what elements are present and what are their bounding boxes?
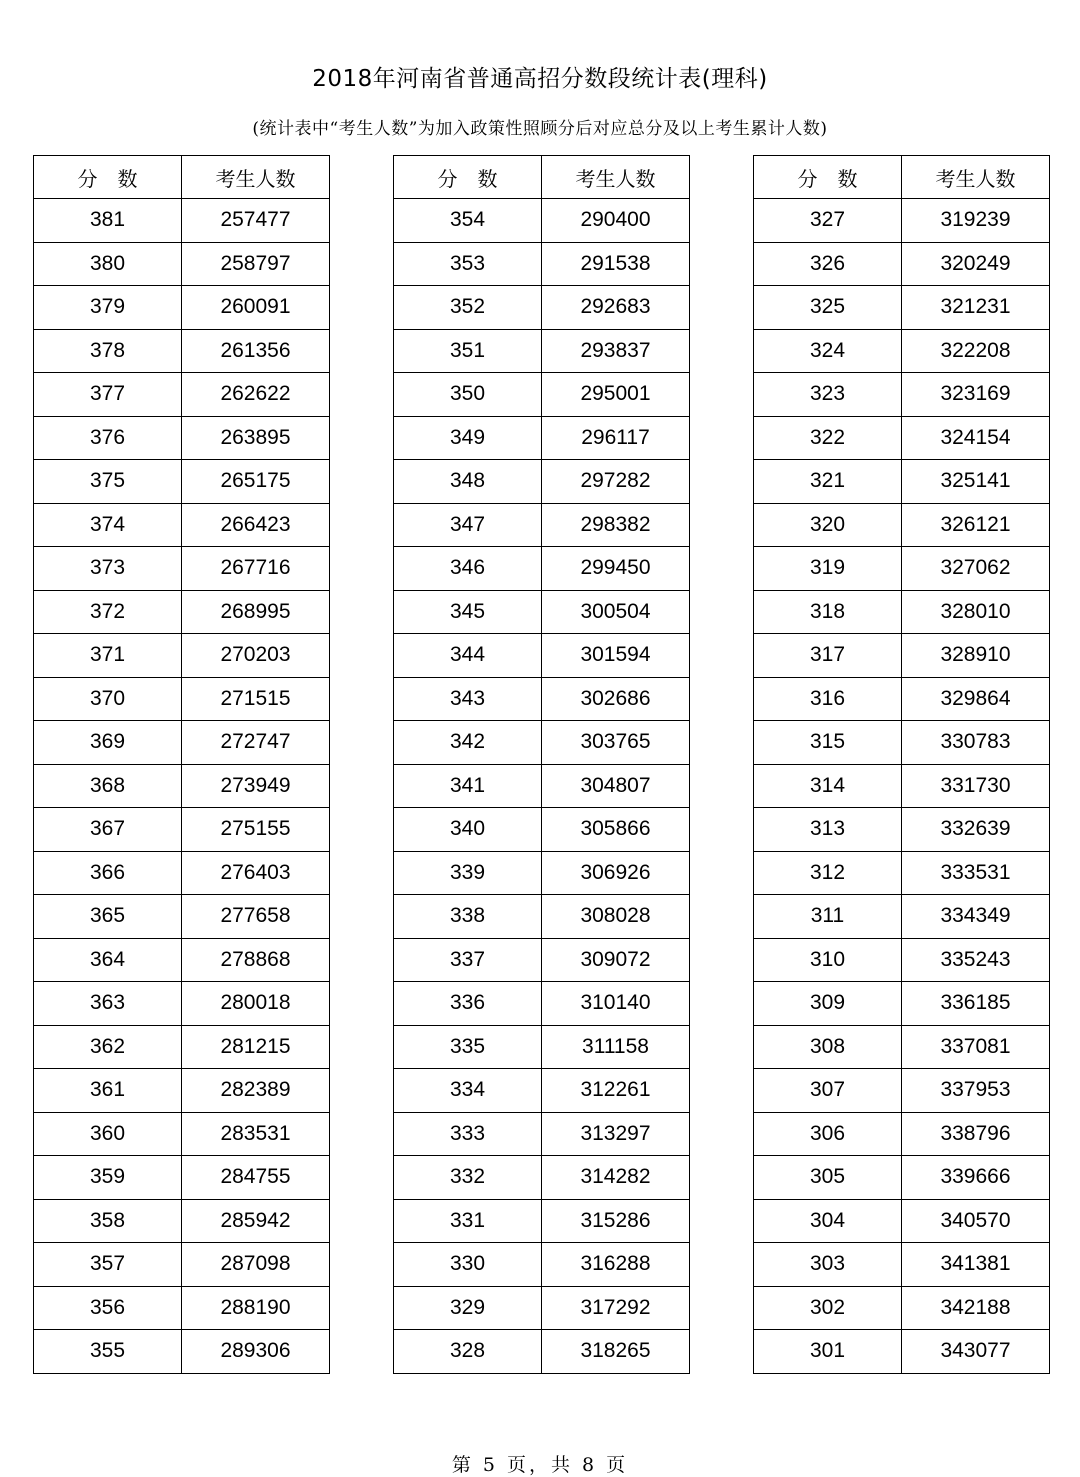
table-row: [394, 1156, 690, 1200]
count-cell: 300504: [542, 590, 690, 634]
count-cell: 290400: [542, 199, 690, 243]
count-cell: 328010: [902, 590, 1050, 634]
count-cell: 341381: [902, 1243, 1050, 1287]
count-cell: 296117: [542, 416, 690, 460]
score-cell: 318: [754, 590, 902, 634]
table-row: [754, 373, 1050, 417]
count-cell: 313297: [542, 1112, 690, 1156]
count-cell: 277658: [182, 895, 330, 939]
table-row: [394, 547, 690, 591]
count-cell: 302686: [542, 677, 690, 721]
count-cell: 329864: [902, 677, 1050, 721]
table-row: [34, 634, 330, 678]
score-cell: 342: [394, 721, 542, 765]
count-cell: 292683: [542, 286, 690, 330]
count-cell: 309072: [542, 938, 690, 982]
count-cell: 297282: [542, 460, 690, 504]
score-cell: 376: [34, 416, 182, 460]
table-row: [394, 677, 690, 721]
score-cell: 339: [394, 851, 542, 895]
table-row: [34, 1286, 330, 1330]
count-cell: 333531: [902, 851, 1050, 895]
count-cell: 324154: [902, 416, 1050, 460]
count-cell: 263895: [182, 416, 330, 460]
count-cell: 323169: [902, 373, 1050, 417]
table-row: [34, 460, 330, 504]
score-cell: 368: [34, 764, 182, 808]
table-row: [754, 1156, 1050, 1200]
score-cell: 329: [394, 1286, 542, 1330]
score-cell: 358: [34, 1199, 182, 1243]
table-row: [34, 199, 330, 243]
count-cell: 257477: [182, 199, 330, 243]
table-row: [754, 242, 1050, 286]
count-cell: 281215: [182, 1025, 330, 1069]
score-cell: 306: [754, 1112, 902, 1156]
score-cell: 350: [394, 373, 542, 417]
table-row: [754, 895, 1050, 939]
count-cell: 306926: [542, 851, 690, 895]
count-cell: 314282: [542, 1156, 690, 1200]
score-cell: 344: [394, 634, 542, 678]
table-row: [754, 1243, 1050, 1287]
score-cell: 352: [394, 286, 542, 330]
table-row: [754, 764, 1050, 808]
table-row: [754, 460, 1050, 504]
count-cell: 337953: [902, 1069, 1050, 1113]
table-row: [34, 677, 330, 721]
header-count: 考生人数: [542, 156, 690, 199]
score-cell: 324: [754, 329, 902, 373]
score-cell: 310: [754, 938, 902, 982]
count-cell: 258797: [182, 242, 330, 286]
score-cell: 309: [754, 982, 902, 1026]
table-row: [394, 1025, 690, 1069]
count-cell: 321231: [902, 286, 1050, 330]
header-score: 分 数: [754, 156, 902, 199]
count-cell: 342188: [902, 1286, 1050, 1330]
score-cell: 322: [754, 416, 902, 460]
score-cell: 338: [394, 895, 542, 939]
score-cell: 326: [754, 242, 902, 286]
score-cell: 328: [394, 1330, 542, 1374]
table-row: [394, 895, 690, 939]
count-cell: 289306: [182, 1330, 330, 1374]
score-cell: 308: [754, 1025, 902, 1069]
count-cell: 262622: [182, 373, 330, 417]
count-cell: 271515: [182, 677, 330, 721]
score-cell: 377: [34, 373, 182, 417]
count-cell: 328910: [902, 634, 1050, 678]
count-cell: 303765: [542, 721, 690, 765]
table-row: [754, 1069, 1050, 1113]
score-cell: 343: [394, 677, 542, 721]
count-cell: 327062: [902, 547, 1050, 591]
count-cell: 272747: [182, 721, 330, 765]
table-row: [754, 721, 1050, 765]
score-cell: 315: [754, 721, 902, 765]
table-row: [34, 1112, 330, 1156]
table-row: [34, 1025, 330, 1069]
count-cell: 282389: [182, 1069, 330, 1113]
score-cell: 319: [754, 547, 902, 591]
table-row: [34, 1199, 330, 1243]
score-cell: 327: [754, 199, 902, 243]
table-row: [754, 199, 1050, 243]
table-row: [754, 982, 1050, 1026]
count-cell: 305866: [542, 808, 690, 852]
score-cell: 372: [34, 590, 182, 634]
count-cell: 261356: [182, 329, 330, 373]
table-row: [34, 373, 330, 417]
count-cell: 283531: [182, 1112, 330, 1156]
table-row: [34, 547, 330, 591]
score-cell: 345: [394, 590, 542, 634]
count-cell: 340570: [902, 1199, 1050, 1243]
table-row: [34, 1156, 330, 1200]
count-cell: 273949: [182, 764, 330, 808]
score-cell: 301: [754, 1330, 902, 1374]
table-row: [34, 764, 330, 808]
table-row: [34, 808, 330, 852]
score-cell: 375: [34, 460, 182, 504]
count-cell: 338796: [902, 1112, 1050, 1156]
table-row: [754, 634, 1050, 678]
count-cell: 326121: [902, 503, 1050, 547]
count-cell: 311158: [542, 1025, 690, 1069]
score-cell: 302: [754, 1286, 902, 1330]
header-count: 考生人数: [902, 156, 1050, 199]
score-cell: 303: [754, 1243, 902, 1287]
page-title: 2018年河南省普通高招分数段统计表(理科): [312, 66, 768, 92]
count-cell: 337081: [902, 1025, 1050, 1069]
table-row: [34, 1330, 330, 1374]
count-cell: 315286: [542, 1199, 690, 1243]
count-cell: 287098: [182, 1243, 330, 1287]
score-cell: 362: [34, 1025, 182, 1069]
table-row: [394, 808, 690, 852]
table-row: [754, 590, 1050, 634]
table-row: [394, 982, 690, 1026]
score-cell: 359: [34, 1156, 182, 1200]
table-row: [754, 1330, 1050, 1374]
count-cell: 316288: [542, 1243, 690, 1287]
count-cell: 310140: [542, 982, 690, 1026]
table-row: [394, 242, 690, 286]
score-cell: 325: [754, 286, 902, 330]
table-row: [754, 808, 1050, 852]
score-cell: 351: [394, 329, 542, 373]
table-row: [754, 1199, 1050, 1243]
score-cell: 320: [754, 503, 902, 547]
score-cell: 317: [754, 634, 902, 678]
count-cell: 278868: [182, 938, 330, 982]
score-cell: 357: [34, 1243, 182, 1287]
page-footer: 第 5 页，共 8 页: [451, 1454, 629, 1476]
table-row: [34, 895, 330, 939]
count-cell: 312261: [542, 1069, 690, 1113]
count-cell: 299450: [542, 547, 690, 591]
count-cell: 293837: [542, 329, 690, 373]
table-row: [394, 503, 690, 547]
table-row: [394, 373, 690, 417]
score-cell: 356: [34, 1286, 182, 1330]
table-row: [34, 721, 330, 765]
score-cell: 369: [34, 721, 182, 765]
score-cell: 307: [754, 1069, 902, 1113]
score-cell: 323: [754, 373, 902, 417]
count-cell: 332639: [902, 808, 1050, 852]
table-row: [394, 1112, 690, 1156]
table-row: [754, 503, 1050, 547]
score-cell: 380: [34, 242, 182, 286]
score-cell: 374: [34, 503, 182, 547]
score-cell: 373: [34, 547, 182, 591]
score-cell: 371: [34, 634, 182, 678]
count-cell: 260091: [182, 286, 330, 330]
table-row: [394, 851, 690, 895]
score-cell: 337: [394, 938, 542, 982]
table-row: [34, 503, 330, 547]
table-row: [754, 938, 1050, 982]
table-row: [34, 982, 330, 1026]
table-row: [394, 416, 690, 460]
table-row: [394, 1069, 690, 1113]
page-subtitle: (统计表中“考生人数”为加入政策性照顾分后对应总分及以上考生累计人数): [252, 119, 828, 139]
header-score: 分 数: [394, 156, 542, 199]
score-cell: 347: [394, 503, 542, 547]
count-cell: 308028: [542, 895, 690, 939]
score-cell: 354: [394, 199, 542, 243]
score-cell: 314: [754, 764, 902, 808]
count-cell: 298382: [542, 503, 690, 547]
score-cell: 331: [394, 1199, 542, 1243]
table-row: [34, 416, 330, 460]
score-cell: 378: [34, 329, 182, 373]
table-row: [754, 851, 1050, 895]
count-cell: 318265: [542, 1330, 690, 1374]
table-row: [34, 1069, 330, 1113]
count-cell: 304807: [542, 764, 690, 808]
count-cell: 330783: [902, 721, 1050, 765]
table-row: [34, 242, 330, 286]
table-row: [394, 286, 690, 330]
score-table-3: [753, 155, 1050, 1374]
count-cell: 322208: [902, 329, 1050, 373]
table-row: [394, 938, 690, 982]
table-row: [754, 286, 1050, 330]
header-score: 分 数: [34, 156, 182, 199]
count-cell: 334349: [902, 895, 1050, 939]
count-cell: 291538: [542, 242, 690, 286]
count-cell: 325141: [902, 460, 1050, 504]
count-cell: 285942: [182, 1199, 330, 1243]
count-cell: 336185: [902, 982, 1050, 1026]
count-cell: 320249: [902, 242, 1050, 286]
count-cell: 267716: [182, 547, 330, 591]
score-cell: 332: [394, 1156, 542, 1200]
table-row: [394, 1243, 690, 1287]
table-row: [394, 1330, 690, 1374]
score-cell: 316: [754, 677, 902, 721]
score-cell: 381: [34, 199, 182, 243]
count-cell: 284755: [182, 1156, 330, 1200]
score-cell: 304: [754, 1199, 902, 1243]
table-row: [754, 1112, 1050, 1156]
count-cell: 270203: [182, 634, 330, 678]
score-cell: 367: [34, 808, 182, 852]
score-cell: 333: [394, 1112, 542, 1156]
score-cell: 361: [34, 1069, 182, 1113]
score-cell: 365: [34, 895, 182, 939]
table-row: [34, 590, 330, 634]
header-count: 考生人数: [182, 156, 330, 199]
count-cell: 265175: [182, 460, 330, 504]
table-row: [34, 286, 330, 330]
score-cell: 330: [394, 1243, 542, 1287]
table-row: [754, 677, 1050, 721]
score-cell: 334: [394, 1069, 542, 1113]
count-cell: 266423: [182, 503, 330, 547]
count-cell: 331730: [902, 764, 1050, 808]
score-cell: 360: [34, 1112, 182, 1156]
count-cell: 335243: [902, 938, 1050, 982]
count-cell: 288190: [182, 1286, 330, 1330]
count-cell: 319239: [902, 199, 1050, 243]
table-row: [394, 634, 690, 678]
table-row: [754, 329, 1050, 373]
table-row: [34, 1243, 330, 1287]
table-row: [34, 851, 330, 895]
table-row: [394, 721, 690, 765]
count-cell: 275155: [182, 808, 330, 852]
score-cell: 305: [754, 1156, 902, 1200]
score-table-1: [33, 155, 330, 1374]
table-row: [394, 460, 690, 504]
table-row: [754, 547, 1050, 591]
score-cell: 349: [394, 416, 542, 460]
score-cell: 312: [754, 851, 902, 895]
table-row: [394, 199, 690, 243]
score-cell: 370: [34, 677, 182, 721]
score-cell: 364: [34, 938, 182, 982]
table-row: [754, 1286, 1050, 1330]
table-row: [754, 1025, 1050, 1069]
score-cell: 313: [754, 808, 902, 852]
count-cell: 343077: [902, 1330, 1050, 1374]
count-cell: 339666: [902, 1156, 1050, 1200]
table-row: [34, 938, 330, 982]
table-row: [394, 764, 690, 808]
count-cell: 268995: [182, 590, 330, 634]
score-cell: 353: [394, 242, 542, 286]
table-row: [394, 1286, 690, 1330]
score-cell: 348: [394, 460, 542, 504]
score-cell: 355: [34, 1330, 182, 1374]
score-cell: 341: [394, 764, 542, 808]
table-row: [394, 1199, 690, 1243]
score-cell: 363: [34, 982, 182, 1026]
score-cell: 336: [394, 982, 542, 1026]
score-table-2: [393, 155, 690, 1374]
count-cell: 276403: [182, 851, 330, 895]
count-cell: 295001: [542, 373, 690, 417]
score-cell: 340: [394, 808, 542, 852]
score-cell: 366: [34, 851, 182, 895]
table-row: [754, 416, 1050, 460]
score-cell: 346: [394, 547, 542, 591]
table-row: [394, 590, 690, 634]
score-cell: 311: [754, 895, 902, 939]
count-cell: 317292: [542, 1286, 690, 1330]
table-row: [394, 329, 690, 373]
score-cell: 321: [754, 460, 902, 504]
table-row: [34, 329, 330, 373]
score-cell: 379: [34, 286, 182, 330]
count-cell: 301594: [542, 634, 690, 678]
score-cell: 335: [394, 1025, 542, 1069]
count-cell: 280018: [182, 982, 330, 1026]
